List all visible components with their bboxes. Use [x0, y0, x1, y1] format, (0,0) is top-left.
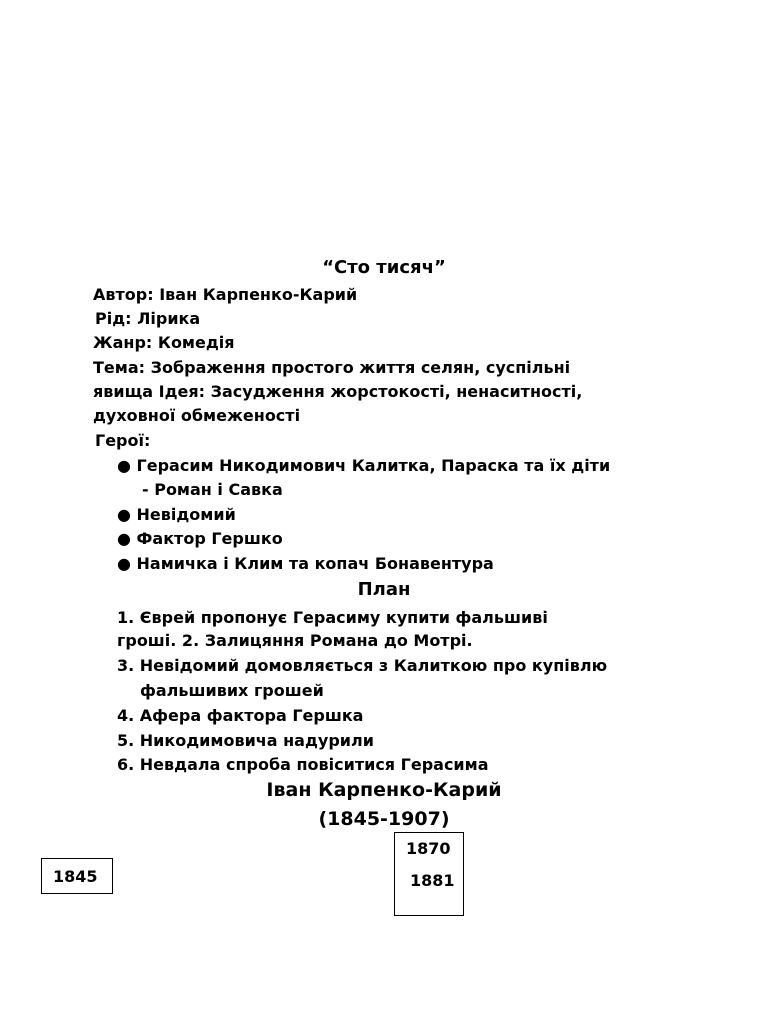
timeline-year-1881: 1881 — [410, 871, 455, 890]
author-line: Автор: Іван Карпенко-Карий — [93, 285, 358, 304]
hero-item: - Роман і Савка — [142, 480, 283, 499]
plan-item: 4. Афера фактора Гершка — [117, 706, 364, 725]
theme-line-3: духовної обмеженості — [93, 406, 301, 425]
hero-item: ● Невідомий — [117, 505, 236, 524]
plan-heading: План — [357, 579, 411, 600]
hero-item: ● Герасим Никодимович Калитка, Параска та їх діти — [117, 456, 611, 475]
timeline-year-1845: 1845 — [53, 867, 98, 886]
plan-item: 6. Невдала спроба повіситися Герасима — [117, 755, 489, 774]
plan-item: фальшивих грошей — [140, 681, 324, 700]
biography-years: (1845-1907) — [318, 808, 450, 830]
plan-item: гроші. 2. Залицяння Романа до Мотрі. — [117, 631, 473, 650]
kind-line: Рід: Лірика — [95, 309, 201, 328]
plan-item: 1. Єврей пропонує Герасиму купити фальшиві — [117, 608, 548, 627]
theme-line-2: явища Ідея: Засудження жорстокості, ненаситності, — [93, 382, 583, 401]
heroes-label: Герої: — [95, 431, 151, 450]
biography-name: Іван Карпенко-Карий — [266, 779, 502, 801]
hero-item: ● Намичка і Клим та копач Бонавентура — [117, 554, 494, 573]
timeline-box-right — [394, 832, 464, 916]
genre-line: Жанр: Комедія — [93, 333, 235, 352]
hero-item: ● Фактор Гершко — [117, 529, 283, 548]
plan-item: 3. Невідомий домовляється з Калиткою про купівлю — [117, 656, 608, 675]
plan-item: 5. Никодимовича надурили — [117, 731, 374, 750]
timeline-box-left — [41, 858, 113, 894]
document-title: “Сто тисяч” — [322, 257, 446, 278]
theme-line-1: Тема: Зображення простого життя селян, суспільні — [93, 358, 571, 377]
timeline-year-1870: 1870 — [406, 839, 451, 858]
